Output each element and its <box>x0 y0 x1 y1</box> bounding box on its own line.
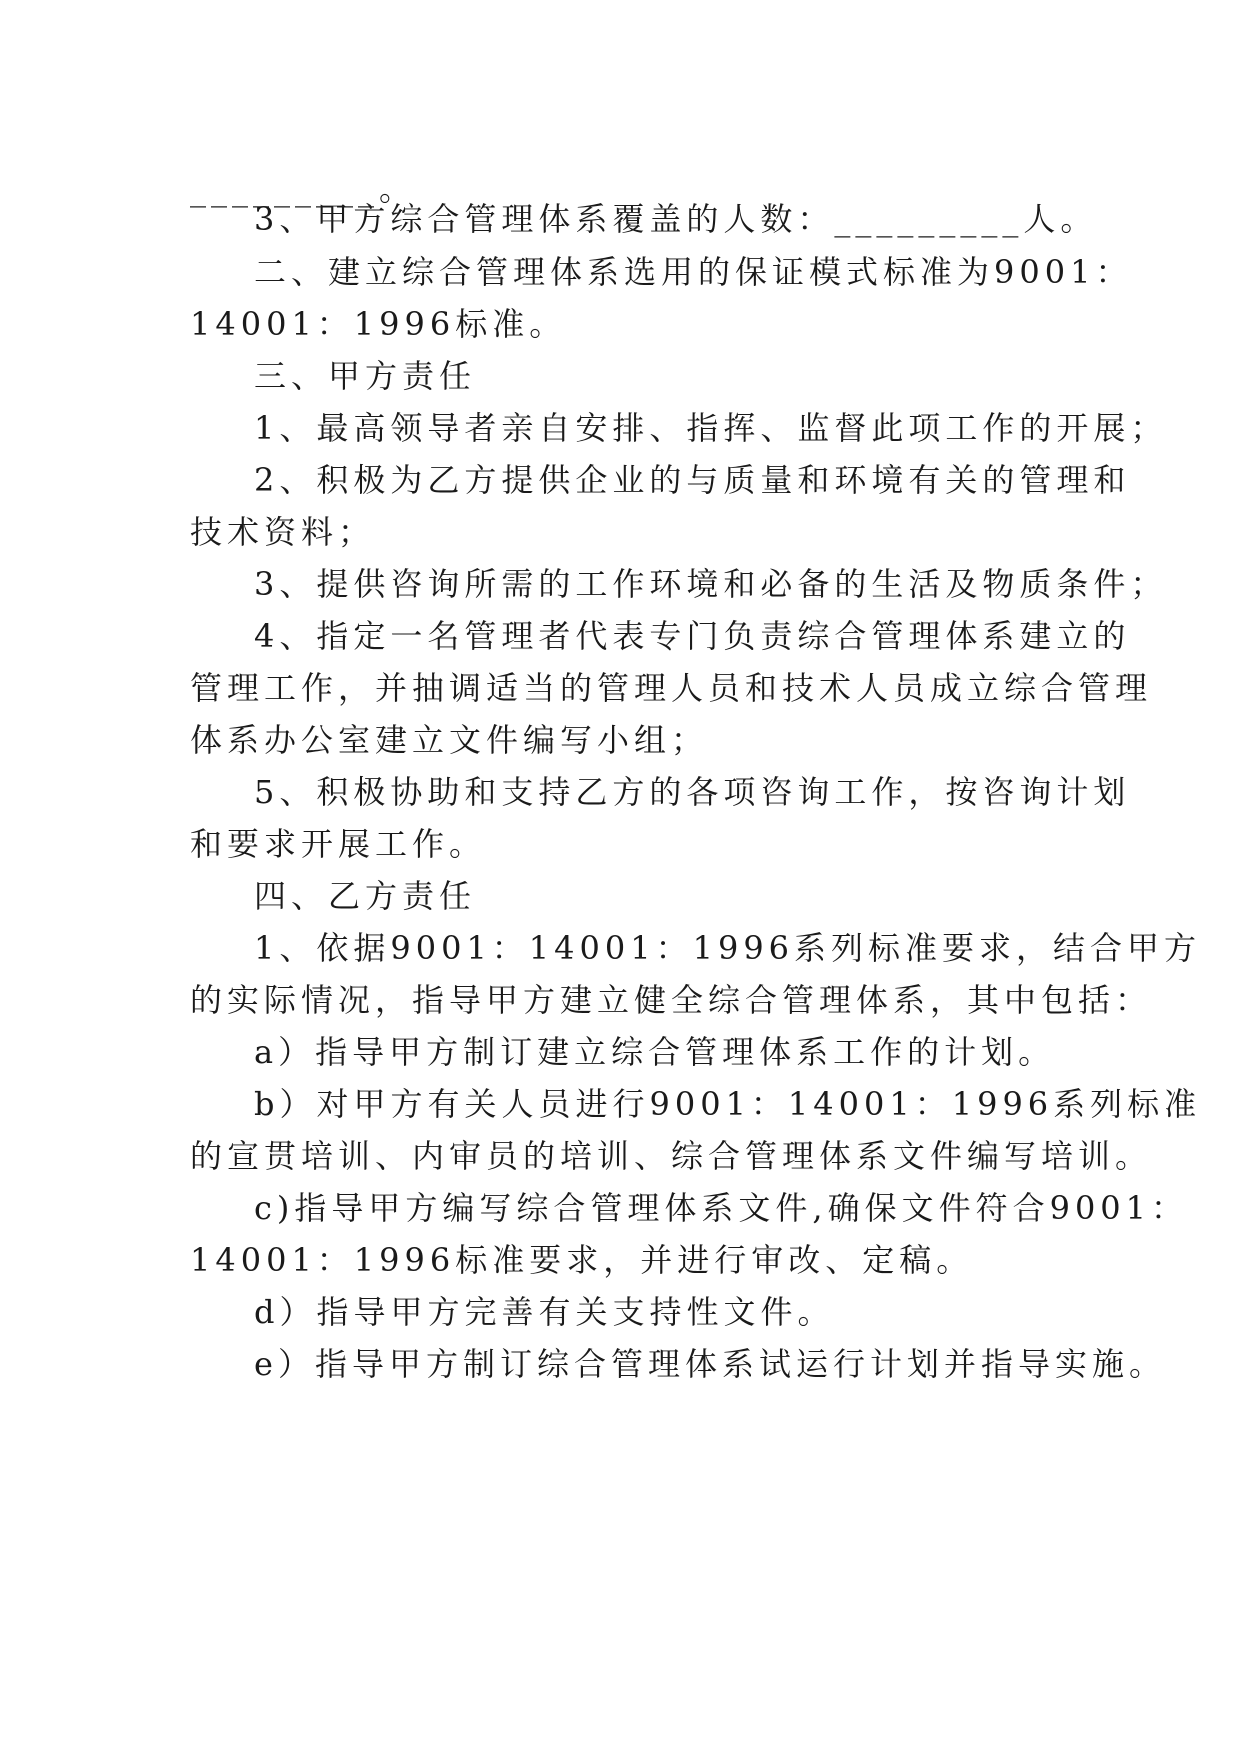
text-line-blank-tail: _________。 <box>190 170 417 208</box>
text-line-a2-cont: 技术资料； <box>190 513 376 551</box>
text-line-a4: 4、指定一名管理者代表专门负责综合管理体系建立的 <box>254 617 1131 655</box>
text-line-b1-b-cont: 的宣贯培训、内审员的培训、综合管理体系文件编写培训。 <box>190 1137 1153 1175</box>
text-line-b1-c-cont: 14001：1996标准要求，并进行审改、定稿。 <box>190 1241 974 1279</box>
heading-party-a-duties: 三、甲方责任 <box>254 357 477 395</box>
text-line-a1: 1、最高领导者亲自安排、指挥、监督此项工作的开展； <box>254 409 1168 447</box>
text-line-a2: 2、积极为乙方提供企业的与质量和环境有关的管理和 <box>254 461 1131 499</box>
text-line-b1-a: a）指导甲方制订建立综合管理体系工作的计划。 <box>254 1033 1056 1071</box>
text-line-b1-b: b）对甲方有关人员进行9001：14001：1996系列标准 <box>254 1085 1202 1123</box>
text-line-a5-cont: 和要求开展工作。 <box>190 825 487 863</box>
text-line-a3: 3、提供咨询所需的工作环境和必备的生活及物质条件； <box>254 565 1168 603</box>
text-line-section-2-cont: 14001：1996标准。 <box>190 305 567 343</box>
text-line-b1-c: c)指导甲方编写综合管理体系文件,确保文件符合9001： <box>254 1189 1189 1227</box>
text-line-a5: 5、积极协助和支持乙方的各项咨询工作，按咨询计划 <box>254 773 1131 811</box>
text-line-b1-e: e）指导甲方制订综合管理体系试运行计划并指导实施。 <box>254 1345 1166 1383</box>
text-line-section-2: 二、建立综合管理体系选用的保证模式标准为9001： <box>254 253 1133 291</box>
text-line-headcount: 3、甲方综合管理体系覆盖的人数：_________人。 <box>254 200 1098 238</box>
text-line-b1-cont: 的实际情况，指导甲方建立健全综合管理体系，其中包括： <box>190 981 1153 1019</box>
heading-party-b-duties: 四、乙方责任 <box>254 877 477 915</box>
text-line-b1: 1、依据9001：14001：1996系列标准要求，结合甲方 <box>254 929 1202 967</box>
text-line-a4-cont-2: 体系办公室建立文件编写小组； <box>190 721 709 759</box>
text-line-a4-cont-1: 管理工作，并抽调适当的管理人员和技术人员成立综合管理 <box>190 669 1153 707</box>
text-line-b1-d: d）指导甲方完善有关支持性文件。 <box>254 1293 835 1331</box>
